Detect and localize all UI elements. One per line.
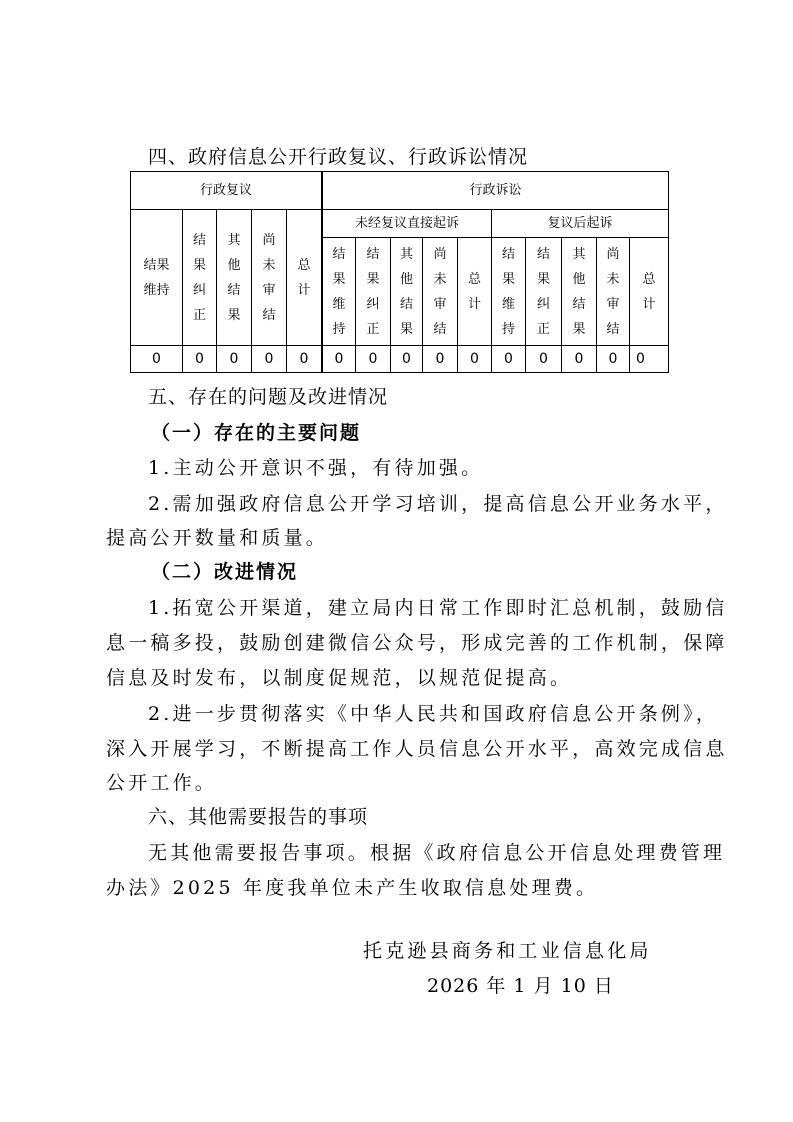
value-cell: 0 bbox=[457, 345, 492, 373]
section-5-title: 五、存在的问题及改进情况 bbox=[148, 386, 389, 408]
paragraph-line: 深入开展学习，不断提高工作人员信息公开水平，高效完成信息 bbox=[106, 738, 728, 760]
signature-date: 2026 年 1 月 10 日 bbox=[427, 975, 614, 997]
value-cell: 0 bbox=[525, 345, 562, 373]
value-cell: 0 bbox=[286, 345, 322, 373]
paragraph-line: 信息及时发布，以制度促规范，以规范促提高。 bbox=[106, 667, 573, 689]
col-lit2-maintained: 结果维持 bbox=[491, 237, 526, 346]
col-review-corrected: 结果纠正 bbox=[182, 209, 217, 346]
paragraph-line: 1.主动公开意识不强，有待加强。 bbox=[148, 457, 484, 479]
subsection-1-title: （一）存在的主要问题 bbox=[151, 422, 362, 444]
section-6-title: 六、其他需要报告的事项 bbox=[148, 806, 369, 828]
col-lit2-total: 总计 bbox=[629, 237, 669, 346]
value-cell: 0 bbox=[251, 345, 287, 373]
paragraph-line: 提高公开数量和质量。 bbox=[106, 527, 329, 549]
col-lit1-total: 总计 bbox=[457, 237, 492, 346]
paragraph-line: 公开工作。 bbox=[106, 772, 218, 794]
value-cell: 0 bbox=[182, 345, 217, 373]
value-cell: 0 bbox=[130, 345, 183, 373]
value-cell: 0 bbox=[422, 345, 458, 373]
value-cell: 0 bbox=[321, 345, 356, 373]
value-cell: 0 bbox=[561, 345, 597, 373]
value-cell: 0 bbox=[390, 345, 423, 373]
header-direct-litigation: 未经复议直接起诉 bbox=[321, 209, 492, 238]
paragraph-line: 息一稿多投，鼓励创建微信公众号，形成完善的工作机制，保障 bbox=[106, 632, 728, 654]
col-review-other: 其他结果 bbox=[216, 209, 252, 346]
paragraph-line: 2.进一步贯彻落实《中华人民共和国政府信息公开条例》， bbox=[148, 703, 719, 725]
col-review-total: 总计 bbox=[286, 209, 322, 346]
paragraph-line: 2.需加强政府信息公开学习培训，提高信息公开业务水平， bbox=[148, 493, 728, 515]
paragraph-line: 1.拓宽公开渠道，建立局内日常工作即时汇总机制，鼓励信 bbox=[148, 597, 728, 619]
value-cell: 0 bbox=[355, 345, 391, 373]
col-lit1-other: 其他结果 bbox=[390, 237, 423, 346]
header-post-review-litigation: 复议后起诉 bbox=[491, 209, 669, 238]
section-4-title: 四、政府信息公开行政复议、行政诉讼情况 bbox=[148, 146, 529, 168]
value-cell: 0 bbox=[596, 345, 630, 373]
subsection-2-title: （二）改进情况 bbox=[151, 561, 299, 583]
col-lit2-other: 其他结果 bbox=[561, 237, 597, 346]
value-cell: 0 bbox=[491, 345, 526, 373]
col-review-maintained: 结果维持 bbox=[130, 209, 183, 346]
col-review-pending: 尚未审结 bbox=[251, 209, 287, 346]
value-cell: 0 bbox=[216, 345, 252, 373]
col-lit1-maintained: 结果维持 bbox=[321, 237, 356, 346]
signature-organization: 托克逊县商务和工业信息化局 bbox=[363, 940, 652, 962]
value-cell: 0 bbox=[629, 345, 669, 373]
header-admin-review: 行政复议 bbox=[130, 171, 322, 210]
header-admin-litigation: 行政诉讼 bbox=[321, 171, 669, 210]
paragraph-line: 无其他需要报告事项。根据《政府信息公开信息处理费管理 bbox=[148, 842, 726, 864]
col-lit2-corrected: 结果纠正 bbox=[525, 237, 562, 346]
col-lit2-pending: 尚未审结 bbox=[596, 237, 630, 346]
col-lit1-corrected: 结果纠正 bbox=[355, 237, 391, 346]
paragraph-line: 办法》2025 年度我单位未产生收取信息处理费。 bbox=[106, 877, 599, 899]
col-lit1-pending: 尚未审结 bbox=[422, 237, 458, 346]
